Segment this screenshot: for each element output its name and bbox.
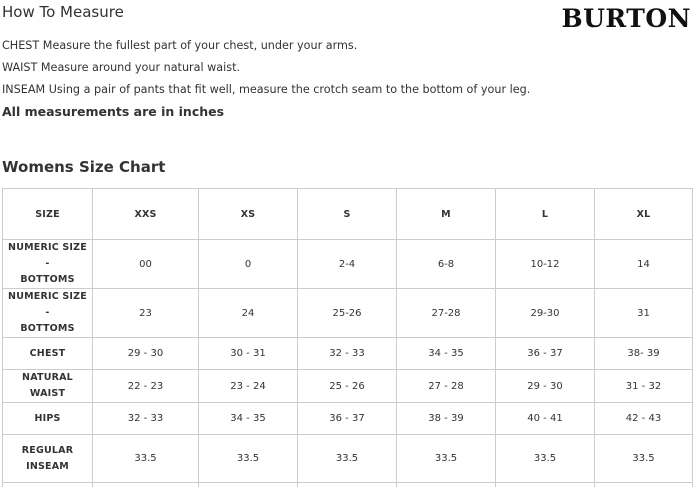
table-cell: 40 - 41 — [496, 403, 595, 435]
column-header: XS — [199, 189, 298, 240]
table-cell — [595, 483, 693, 487]
row-label-line: BOTTOMS — [20, 323, 75, 334]
table-cell: 23 — [93, 289, 199, 338]
table-cell: 29 - 30 — [93, 338, 199, 370]
instruction-text: Measure the fullest part of your chest, under your arms. — [42, 39, 358, 52]
table-cell — [3, 483, 93, 487]
table-cell: 34 - 35 — [199, 403, 298, 435]
table-cell: 36 - 37 — [496, 338, 595, 370]
table-cell: 24 — [199, 289, 298, 338]
instruction-label: CHEST — [2, 39, 40, 52]
table-cell: 25 - 26 — [298, 370, 397, 403]
table-cell: 38- 39 — [595, 338, 693, 370]
table-cell — [298, 483, 397, 487]
size-chart-table — [2, 188, 693, 487]
table-cell: 33.5 — [595, 435, 693, 483]
table-cell: 33.5 — [397, 435, 496, 483]
table-row — [3, 240, 693, 289]
table-row — [3, 403, 693, 435]
table-cell: 25-26 — [298, 289, 397, 338]
measurement-units-note: All measurements are in inches — [2, 104, 225, 119]
column-header: SIZE — [3, 189, 93, 240]
table-cell — [199, 483, 298, 487]
row-label-line: REGULAR — [21, 444, 74, 456]
row-label: NATURAL WAIST — [3, 370, 93, 403]
table-cell: 34 - 35 — [397, 338, 496, 370]
row-label: CHEST — [3, 338, 93, 370]
size-chart-title: Womens Size Chart — [2, 158, 166, 176]
row-label: HIPS — [3, 403, 93, 435]
table-cell: 22 - 23 — [93, 370, 199, 403]
table-cell: 38 - 39 — [397, 403, 496, 435]
table-cell: 33.5 — [496, 435, 595, 483]
row-label — [3, 240, 93, 289]
table-cell — [397, 483, 496, 487]
table-cell: 36 - 37 — [298, 403, 397, 435]
table-cell: 32 - 33 — [93, 403, 199, 435]
table-cell: 30 - 31 — [199, 338, 298, 370]
table-cell: 2-4 — [298, 240, 397, 289]
table-row — [3, 338, 693, 370]
table-cell: 0 — [199, 240, 298, 289]
instruction-text: Using a pair of pants that fit well, measure the crotch seam to the bottom of your leg. — [48, 83, 531, 96]
table-row — [3, 370, 693, 403]
instruction-inseam — [2, 83, 530, 96]
table-cell: 31 — [595, 289, 693, 338]
table-row-partial — [3, 483, 693, 487]
table-row — [3, 435, 693, 483]
table-cell: 27-28 — [397, 289, 496, 338]
column-header: XXS — [93, 189, 199, 240]
table-cell — [93, 483, 199, 487]
table-cell: 33.5 — [93, 435, 199, 483]
instruction-waist — [2, 61, 240, 74]
row-label — [3, 289, 93, 338]
table-row — [3, 289, 693, 338]
table-cell: 42 - 43 — [595, 403, 693, 435]
instruction-label: WAIST — [2, 61, 38, 74]
table-cell: 23 - 24 — [199, 370, 298, 403]
column-header: S — [298, 189, 397, 240]
table-cell — [496, 483, 595, 487]
table-cell: 29 - 30 — [496, 370, 595, 403]
table-cell: 32 - 33 — [298, 338, 397, 370]
table-header-row — [3, 189, 693, 240]
column-header: XL — [595, 189, 693, 240]
column-header: M — [397, 189, 496, 240]
table-cell: 14 — [595, 240, 693, 289]
table-cell: 6-8 — [397, 240, 496, 289]
table-cell: 29-30 — [496, 289, 595, 338]
table-cell: 31 - 32 — [595, 370, 693, 403]
table-cell: 33.5 — [298, 435, 397, 483]
table-cell: 27 - 28 — [397, 370, 496, 403]
table-cell: 10-12 — [496, 240, 595, 289]
row-label-line: BOTTOMS — [20, 274, 75, 285]
instruction-label: INSEAM — [2, 83, 46, 96]
row-label — [3, 435, 93, 483]
page-title: How To Measure — [2, 3, 124, 21]
table-cell: 00 — [93, 240, 199, 289]
row-label-line: NUMERIC SIZE - — [8, 291, 87, 318]
instruction-text: Measure around your natural waist. — [40, 61, 241, 74]
row-label-line: INSEAM — [26, 460, 69, 472]
row-label-line: NUMERIC SIZE - — [8, 242, 87, 269]
instruction-chest — [2, 39, 357, 52]
column-header: L — [496, 189, 595, 240]
table-cell: 33.5 — [199, 435, 298, 483]
burton-logo: BURTON — [561, 4, 691, 33]
